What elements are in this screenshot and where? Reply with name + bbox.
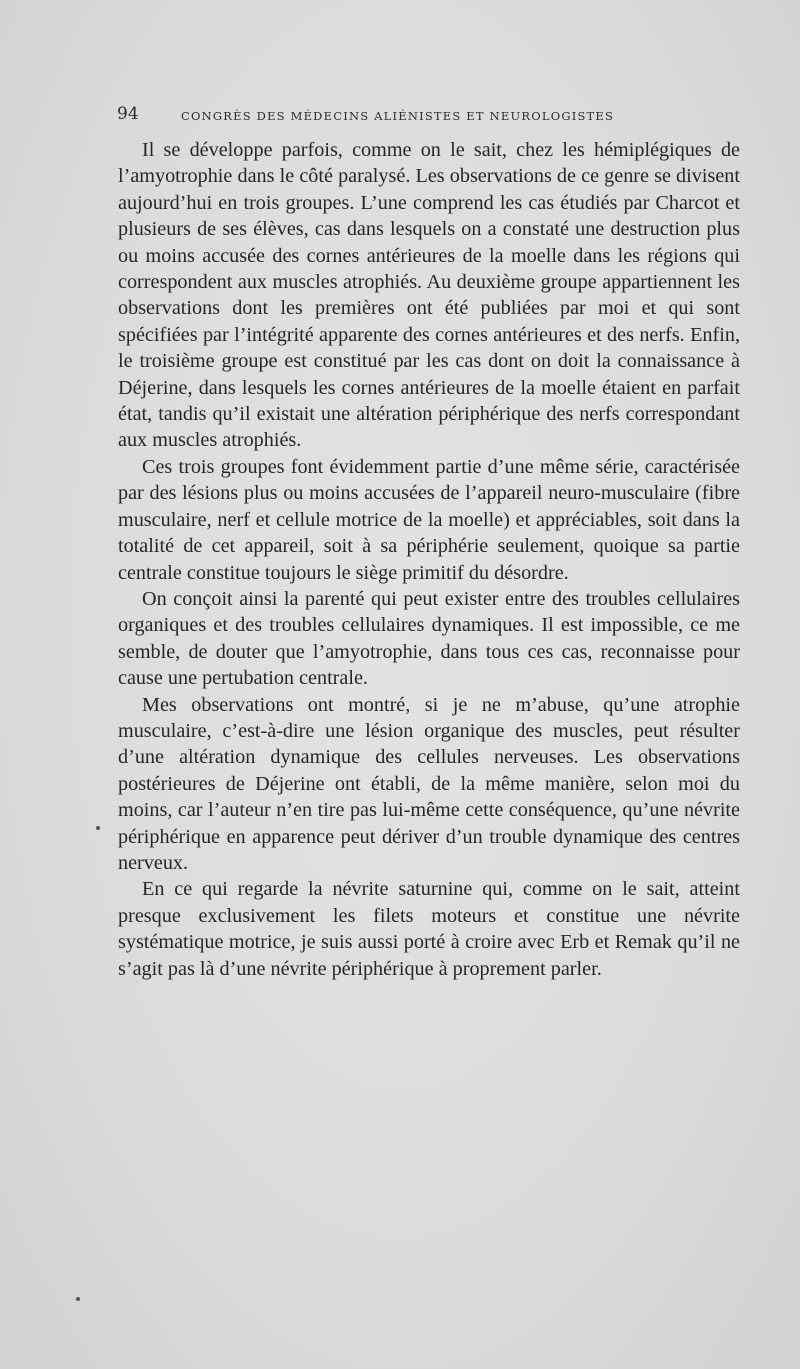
paragraph: Il se développe parfois, comme on le sait, chez les hémiplégiques de l’amyotrophie dans le côté paralysé. Les observations de ce genre se divisent aujourd’hui en trois groupes. L’une comprend les cas étudiés par Charcot et plusieurs de ses élèves, cas dans lesquels on a constaté une destruction plus ou moins accusée des cornes antérieures de la moelle dans les régions qui correspondent aux muscles atrophiés. Au deuxième groupe appartiennent les observations dont les premières ont été publiées par moi et qui sont spécifiées par l’intégrité apparente des cornes antérieures et des nerfs. Enfin, le troisième groupe est constitué par les cas dont on doit la connaissance à Déjerine, dans lesquels les cornes antérieures de la moelle étaient en parfait état, tandis qu’il existait une altération périphérique des nerfs correspondant aux muscles atrophiés.: [118, 139, 740, 452]
page-number: 94: [117, 104, 139, 124]
ink-speck: [96, 826, 100, 830]
paragraph: Ces trois groupes font évidemment partie d’une même série, caractérisée par des lésions plus ou moins accusées de l’appareil neuro-musculaire (fibre musculaire, nerf et cellule motrice de la moelle) et appréciables, soit dans la totalité de cet appareil, soit à sa périphérie seulement, quoique sa partie centrale constitue toujours le siège primitif du désordre.: [118, 455, 740, 584]
paragraph: En ce qui regarde la névrite saturnine qui, comme on le sait, atteint presque exclusivement les filets moteurs et constitue une névrite systématique motrice, je suis aussi porté à croire avec Erb et Remak qu’il ne s’agit pas là d’une névrite périphérique à proprement parler.: [118, 878, 740, 980]
ink-speck: [76, 1297, 80, 1301]
paragraph: Mes observations ont montré, si je ne m’abuse, qu’une atrophie musculaire, c’est-à-dire une lésion organique des muscles, peut résulter d’une altération dynamique des cellules nerveuses. Les observations postérieures de Déjerine ont établi, de la même manière, selon moi du moins, car l’auteur n’en tire pas lui-même cette conséquence, qu’une névrite périphérique en apparence peut dériver d’un trouble dynamique des centres nerveux.: [118, 693, 740, 874]
body-text: [118, 137, 740, 982]
running-head: CONGRÈS DES MÉDECINS ALIÉNISTES ET NEUROLOGISTES: [181, 109, 615, 123]
page-header: [117, 104, 717, 128]
paragraph: On conçoit ainsi la parenté qui peut exister entre des troubles cellulaires organiques et des troubles cellulaires dynamiques. Il est impossible, ce me semble, de douter que l’amyotrophie, dans tous ces cas, reconnaisse pour cause une pertubation centrale.: [118, 587, 740, 690]
